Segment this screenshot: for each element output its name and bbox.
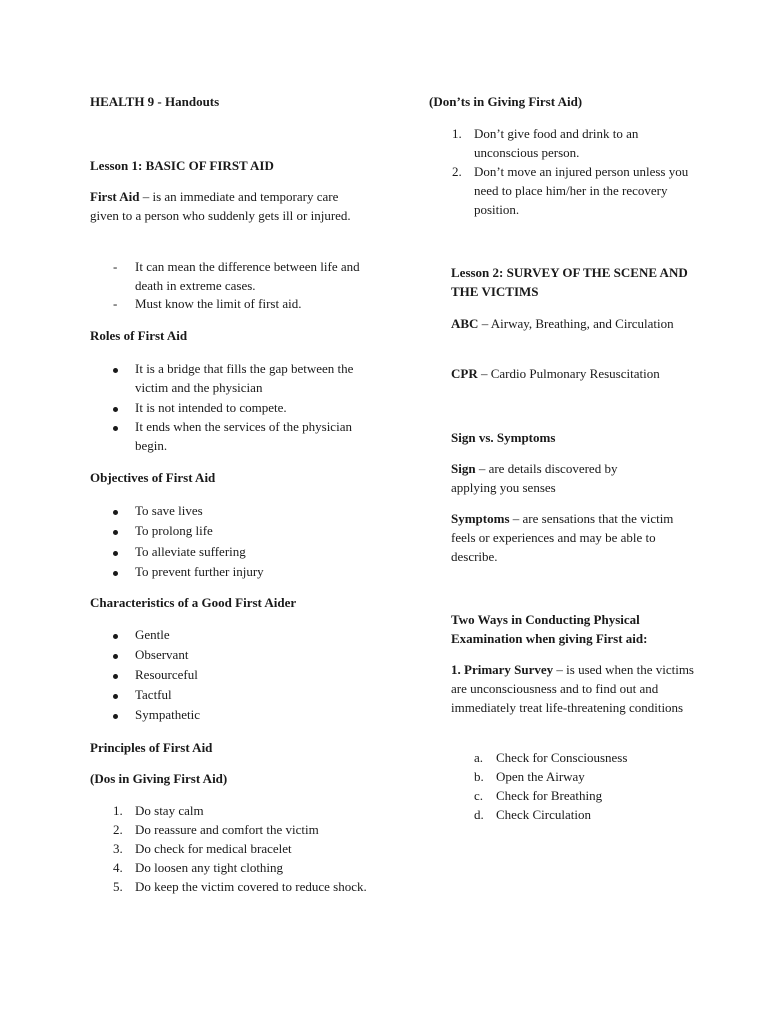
letter-marker: b. <box>474 769 484 784</box>
dos-heading: (Dos in Giving First Aid) <box>90 771 228 786</box>
list-item-text: Don’t give food and drink to an unconscious person. <box>474 126 639 160</box>
roles-heading: Roles of First Aid <box>90 328 188 343</box>
dash-marker: - <box>113 296 118 311</box>
characteristics-heading: Characteristics of a Good First Aider <box>90 595 297 610</box>
number-marker: 3. <box>113 841 123 856</box>
cpr-term: CPR <box>451 366 478 381</box>
number-marker: 2. <box>452 164 462 179</box>
abc-definition <box>451 314 691 333</box>
bullet-icon <box>113 654 118 659</box>
primary-survey-definition <box>451 660 701 717</box>
cpr-text: – Cardio Pulmonary Resuscitation <box>477 366 660 381</box>
bullet-icon <box>113 674 118 679</box>
lesson2-heading: Lesson 2: SURVEY OF THE SCENE AND THE VICTIMS <box>451 265 688 299</box>
number-marker: 1. <box>452 126 462 141</box>
list-item-text: Check for Breathing <box>496 788 603 803</box>
list-item-text: Sympathetic <box>135 707 200 722</box>
list-item-text: Resourceful <box>135 667 198 682</box>
list-item-text: Tactful <box>135 687 172 702</box>
bullet-icon <box>113 571 118 576</box>
bullet-icon <box>113 694 118 699</box>
cpr-definition <box>451 364 711 383</box>
list-item-text: Do stay calm <box>135 803 204 818</box>
list-item-text: To alleviate suffering <box>135 544 246 559</box>
list-item-text: To prolong life <box>135 523 213 538</box>
bullet-icon <box>113 551 118 556</box>
bullet-icon <box>113 368 118 373</box>
list-item-text: Check Circulation <box>496 807 591 822</box>
sign-term: Sign <box>451 461 476 476</box>
primary-survey-text: – is used when the victims are unconsciousness and to find out and immediately treat life-threatening conditions <box>451 662 694 715</box>
bullet-icon <box>113 426 118 431</box>
bullet-icon <box>113 714 118 719</box>
symptoms-term: Symptoms <box>451 511 510 526</box>
sign-definition <box>451 459 661 497</box>
letter-marker: d. <box>474 807 484 822</box>
list-item-text: Observant <box>135 647 189 662</box>
list-item-text: Open the Airway <box>496 769 585 784</box>
list-item-text: Do loosen any tight clothing <box>135 860 284 875</box>
bullet-icon <box>113 510 118 515</box>
list-item-text: It can mean the difference between life and death in extreme cases. <box>135 259 360 293</box>
bullet-icon <box>113 530 118 535</box>
bullet-icon <box>113 634 118 639</box>
objectives-heading: Objectives of First Aid <box>90 470 216 485</box>
list-item-text: Don’t move an injured person unless you need to place him/her in the recovery position. <box>474 164 689 217</box>
list-item-text: Do reassure and comfort the victim <box>135 822 319 837</box>
page-title: HEALTH 9 - Handouts <box>90 94 220 109</box>
number-marker: 1. <box>113 803 123 818</box>
list-item-text: It ends when the services of the physician begin. <box>135 419 352 453</box>
primary-survey-term: 1. Primary Survey <box>451 662 554 677</box>
list-item-text: Do check for medical bracelet <box>135 841 292 856</box>
abc-text: – Airway, Breathing, and Circulation <box>478 316 674 331</box>
abc-term: ABC <box>451 316 479 331</box>
list-item-text: To save lives <box>135 503 203 518</box>
two-ways-heading: Two Ways in Conducting Physical Examination when giving First aid: <box>451 612 648 646</box>
first-aid-term: First Aid <box>90 189 140 204</box>
lesson1-heading: Lesson 1: BASIC OF FIRST AID <box>90 158 274 173</box>
list-item-text: To prevent further injury <box>135 564 264 579</box>
list-item-text: Check for Consciousness <box>496 750 628 765</box>
dash-marker: - <box>113 259 118 274</box>
sign-text: – are details discovered by applying you senses <box>451 461 618 495</box>
donts-heading: (Don’ts in Giving First Aid) <box>429 94 583 109</box>
bullet-icon <box>113 407 118 412</box>
first-aid-definition <box>90 187 360 225</box>
number-marker: 5. <box>113 879 123 894</box>
list-item-text: It is a bridge that fills the gap between the victim and the physician <box>135 361 354 395</box>
list-item-text: Do keep the victim covered to reduce shock. <box>135 879 367 894</box>
first-aid-text: – is an immediate and temporary care given to a person who suddenly gets ill or injured. <box>90 189 351 223</box>
symptoms-text: – are sensations that the victim feels or experiences and may be able to describe. <box>451 511 674 564</box>
list-item-text: It is not intended to compete. <box>135 400 287 415</box>
sign-symptoms-heading: Sign vs. Symptoms <box>451 430 556 445</box>
letter-marker: c. <box>474 788 484 803</box>
letter-marker: a. <box>474 750 484 765</box>
number-marker: 4. <box>113 860 123 875</box>
list-item-text: Gentle <box>135 627 170 642</box>
symptoms-definition <box>451 509 696 566</box>
principles-heading: Principles of First Aid <box>90 740 213 755</box>
list-item-text: Must know the limit of first aid. <box>135 296 302 311</box>
number-marker: 2. <box>113 822 123 837</box>
